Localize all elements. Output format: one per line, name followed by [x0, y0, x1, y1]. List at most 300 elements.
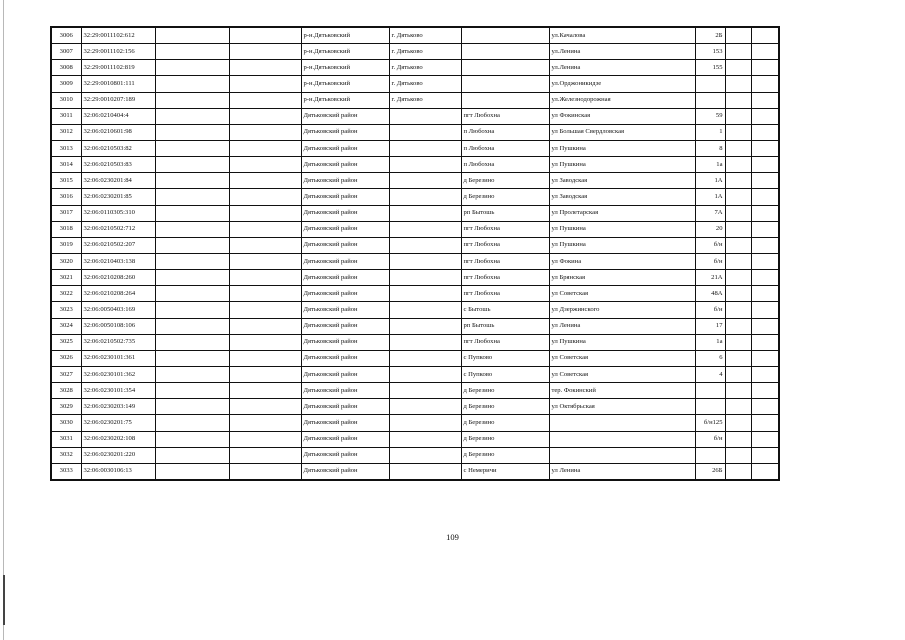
city-cell — [389, 189, 461, 205]
street-cell: ул Советская — [549, 366, 695, 382]
street-cell: ул Пушкина — [549, 334, 695, 350]
empty-cell — [751, 302, 779, 318]
empty-cell — [725, 334, 751, 350]
empty-cell — [155, 124, 229, 140]
empty-cell — [155, 318, 229, 334]
house-number-cell: 20 — [695, 221, 725, 237]
street-cell: ул Октябрьская — [549, 399, 695, 415]
row-number-cell: 3011 — [51, 108, 81, 124]
empty-cell — [751, 463, 779, 480]
cadastral-number-cell: 32:06:0210208:260 — [81, 270, 155, 286]
cadastral-number-cell: 32:06:0050108:106 — [81, 318, 155, 334]
row-number-cell: 3008 — [51, 60, 81, 76]
house-number-cell — [695, 447, 725, 463]
cadastral-number-cell: 32:06:0230201:84 — [81, 173, 155, 189]
empty-cell — [751, 399, 779, 415]
table-row — [51, 253, 779, 269]
row-number-cell: 3030 — [51, 415, 81, 431]
city-cell: г. Дятьково — [389, 60, 461, 76]
house-number-cell — [695, 92, 725, 108]
street-cell: ул Советская — [549, 350, 695, 366]
district-cell: Дятьковский район — [301, 383, 389, 399]
table-row — [51, 399, 779, 415]
empty-cell — [229, 124, 301, 140]
empty-cell — [751, 124, 779, 140]
house-number-cell: 17 — [695, 318, 725, 334]
empty-cell — [229, 383, 301, 399]
empty-cell — [155, 463, 229, 480]
district-cell: р-н.Дятьковский — [301, 27, 389, 44]
district-cell: Дятьковский район — [301, 350, 389, 366]
row-number-cell: 3006 — [51, 27, 81, 44]
empty-cell — [751, 431, 779, 447]
empty-cell — [751, 205, 779, 221]
settlement-cell: пгт Любохна — [461, 221, 549, 237]
district-cell: р-н.Дятьковский — [301, 76, 389, 92]
district-cell: р-н.Дятьковский — [301, 92, 389, 108]
table-row — [51, 366, 779, 382]
street-cell: ул Пушкина — [549, 157, 695, 173]
city-cell — [389, 447, 461, 463]
empty-cell — [725, 92, 751, 108]
street-cell: ул Брянская — [549, 270, 695, 286]
table-row — [51, 173, 779, 189]
empty-cell — [155, 60, 229, 76]
street-cell: ул Пушкина — [549, 237, 695, 253]
district-cell: Дятьковский район — [301, 318, 389, 334]
empty-cell — [725, 157, 751, 173]
row-number-cell: 3019 — [51, 237, 81, 253]
empty-cell — [229, 318, 301, 334]
district-cell: Дятьковский район — [301, 124, 389, 140]
row-number-cell: 3010 — [51, 92, 81, 108]
street-cell — [549, 415, 695, 431]
empty-cell — [229, 447, 301, 463]
empty-cell — [155, 366, 229, 382]
street-cell: ул Фокина — [549, 253, 695, 269]
settlement-cell — [461, 76, 549, 92]
empty-cell — [155, 76, 229, 92]
street-cell — [549, 447, 695, 463]
street-cell: ул Большая Свердловская — [549, 124, 695, 140]
house-number-cell: 7А — [695, 205, 725, 221]
city-cell — [389, 463, 461, 480]
house-number-cell: 6 — [695, 350, 725, 366]
house-number-cell: 48А — [695, 286, 725, 302]
empty-cell — [725, 140, 751, 156]
cadastral-number-cell: 32:06:0030106:13 — [81, 463, 155, 480]
empty-cell — [155, 383, 229, 399]
city-cell — [389, 334, 461, 350]
cadastral-number-cell: 32:29:0011102:819 — [81, 60, 155, 76]
empty-cell — [229, 173, 301, 189]
cadastral-number-cell: 32:29:0011102:156 — [81, 44, 155, 60]
house-number-cell — [695, 76, 725, 92]
empty-cell — [155, 108, 229, 124]
empty-cell — [751, 334, 779, 350]
empty-cell — [229, 237, 301, 253]
empty-cell — [725, 270, 751, 286]
settlement-cell: с Пупково — [461, 350, 549, 366]
empty-cell — [155, 140, 229, 156]
table-row — [51, 108, 779, 124]
house-number-cell: 21А — [695, 270, 725, 286]
empty-cell — [155, 286, 229, 302]
cadastral-number-cell: 32:06:0210503:82 — [81, 140, 155, 156]
settlement-cell: пгт Любохна — [461, 334, 549, 350]
district-cell: Дятьковский район — [301, 253, 389, 269]
empty-cell — [229, 253, 301, 269]
cadastral-number-cell: 32:06:0230101:362 — [81, 366, 155, 382]
page-edge-mark — [3, 575, 5, 625]
empty-cell — [751, 60, 779, 76]
district-cell: Дятьковский район — [301, 366, 389, 382]
settlement-cell: д Березино — [461, 399, 549, 415]
empty-cell — [751, 318, 779, 334]
settlement-cell: п Любохна — [461, 124, 549, 140]
page-edge-line — [3, 0, 4, 640]
empty-cell — [725, 253, 751, 269]
row-number-cell: 3013 — [51, 140, 81, 156]
street-cell — [549, 431, 695, 447]
empty-cell — [751, 286, 779, 302]
empty-cell — [155, 173, 229, 189]
empty-cell — [725, 383, 751, 399]
city-cell — [389, 157, 461, 173]
district-cell: Дятьковский район — [301, 205, 389, 221]
city-cell — [389, 286, 461, 302]
empty-cell — [229, 399, 301, 415]
house-number-cell: 1 — [695, 124, 725, 140]
cadastral-number-cell: 32:06:0050403:169 — [81, 302, 155, 318]
cadastral-number-cell: 32:06:0210208:264 — [81, 286, 155, 302]
empty-cell — [229, 415, 301, 431]
table-row — [51, 76, 779, 92]
cadastral-number-cell: 32:06:0230203:149 — [81, 399, 155, 415]
settlement-cell: пгт Любохна — [461, 108, 549, 124]
cadastral-number-cell: 32:06:0210601:98 — [81, 124, 155, 140]
city-cell — [389, 302, 461, 318]
settlement-cell: с Бытошь — [461, 302, 549, 318]
city-cell: г. Дятьково — [389, 44, 461, 60]
cadastral-number-cell: 32:06:0210502:207 — [81, 237, 155, 253]
cadastral-number-cell: 32:06:0230101:361 — [81, 350, 155, 366]
house-number-cell: 1А — [695, 173, 725, 189]
district-cell: Дятьковский район — [301, 302, 389, 318]
settlement-cell: д Березино — [461, 415, 549, 431]
district-cell: Дятьковский район — [301, 157, 389, 173]
empty-cell — [725, 173, 751, 189]
row-number-cell: 3012 — [51, 124, 81, 140]
empty-cell — [725, 205, 751, 221]
house-number-cell: 8 — [695, 140, 725, 156]
district-cell: Дятьковский район — [301, 431, 389, 447]
cadastral-number-cell: 32:06:0230101:354 — [81, 383, 155, 399]
cadastral-number-cell: 32:06:0230201:85 — [81, 189, 155, 205]
empty-cell — [229, 157, 301, 173]
row-number-cell: 3033 — [51, 463, 81, 480]
settlement-cell — [461, 27, 549, 44]
empty-cell — [751, 92, 779, 108]
table-row — [51, 447, 779, 463]
house-number-cell: 1а — [695, 157, 725, 173]
city-cell — [389, 318, 461, 334]
settlement-cell — [461, 92, 549, 108]
empty-cell — [229, 108, 301, 124]
table-row — [51, 221, 779, 237]
table-row — [51, 60, 779, 76]
row-number-cell: 3015 — [51, 173, 81, 189]
street-cell: ул Ленина — [549, 463, 695, 480]
house-number-cell: б/н — [695, 302, 725, 318]
empty-cell — [155, 431, 229, 447]
row-number-cell: 3018 — [51, 221, 81, 237]
street-cell: ул Заводская — [549, 189, 695, 205]
street-cell: ул Пушкина — [549, 140, 695, 156]
empty-cell — [229, 27, 301, 44]
settlement-cell: д Березино — [461, 173, 549, 189]
city-cell — [389, 383, 461, 399]
street-cell: ул Дзержинского — [549, 302, 695, 318]
settlement-cell: пгт Любохна — [461, 237, 549, 253]
settlement-cell: пгт Любохна — [461, 286, 549, 302]
table-row — [51, 124, 779, 140]
table-row — [51, 27, 779, 44]
empty-cell — [751, 27, 779, 44]
settlement-cell: п Любохна — [461, 157, 549, 173]
empty-cell — [751, 253, 779, 269]
city-cell — [389, 415, 461, 431]
empty-cell — [155, 27, 229, 44]
row-number-cell: 3009 — [51, 76, 81, 92]
city-cell — [389, 399, 461, 415]
city-cell — [389, 253, 461, 269]
row-number-cell: 3024 — [51, 318, 81, 334]
empty-cell — [155, 447, 229, 463]
cadastral-number-cell: 32:06:0210403:138 — [81, 253, 155, 269]
table-row — [51, 350, 779, 366]
house-number-cell: 2Б — [695, 27, 725, 44]
empty-cell — [725, 60, 751, 76]
table-row — [51, 415, 779, 431]
city-cell — [389, 431, 461, 447]
table-row — [51, 157, 779, 173]
table-row — [51, 270, 779, 286]
district-cell: Дятьковский район — [301, 286, 389, 302]
house-number-cell: б/н125 — [695, 415, 725, 431]
row-number-cell: 3007 — [51, 44, 81, 60]
district-cell: Дятьковский район — [301, 334, 389, 350]
house-number-cell — [695, 399, 725, 415]
empty-cell — [751, 108, 779, 124]
city-cell — [389, 108, 461, 124]
empty-cell — [229, 60, 301, 76]
cadastral-number-cell: 32:06:0210502:712 — [81, 221, 155, 237]
empty-cell — [751, 270, 779, 286]
empty-cell — [725, 318, 751, 334]
city-cell: г. Дятьково — [389, 27, 461, 44]
house-number-cell: 26Б — [695, 463, 725, 480]
empty-cell — [155, 44, 229, 60]
settlement-cell: пгт Любохна — [461, 270, 549, 286]
empty-cell — [229, 350, 301, 366]
empty-cell — [751, 383, 779, 399]
city-cell — [389, 350, 461, 366]
empty-cell — [751, 447, 779, 463]
empty-cell — [229, 92, 301, 108]
house-number-cell: 1а — [695, 334, 725, 350]
empty-cell — [751, 173, 779, 189]
empty-cell — [725, 108, 751, 124]
row-number-cell: 3025 — [51, 334, 81, 350]
table-row — [51, 189, 779, 205]
empty-cell — [725, 350, 751, 366]
settlement-cell: рп Бытошь — [461, 205, 549, 221]
empty-cell — [155, 253, 229, 269]
street-cell: ул.Ленина — [549, 44, 695, 60]
house-number-cell: 59 — [695, 108, 725, 124]
empty-cell — [155, 157, 229, 173]
empty-cell — [725, 237, 751, 253]
empty-cell — [229, 302, 301, 318]
house-number-cell: 153 — [695, 44, 725, 60]
street-cell: ул Пушкина — [549, 221, 695, 237]
row-number-cell: 3023 — [51, 302, 81, 318]
empty-cell — [155, 399, 229, 415]
street-cell: ул Ленина — [549, 318, 695, 334]
empty-cell — [725, 415, 751, 431]
row-number-cell: 3021 — [51, 270, 81, 286]
settlement-cell: д Березино — [461, 431, 549, 447]
empty-cell — [229, 334, 301, 350]
district-cell: р-н.Дятьковский — [301, 60, 389, 76]
district-cell: Дятьковский район — [301, 237, 389, 253]
table-row — [51, 44, 779, 60]
row-number-cell: 3026 — [51, 350, 81, 366]
empty-cell — [725, 399, 751, 415]
street-cell: ул Заводская — [549, 173, 695, 189]
empty-cell — [751, 237, 779, 253]
table-body — [51, 27, 779, 480]
row-number-cell: 3027 — [51, 366, 81, 382]
city-cell — [389, 221, 461, 237]
empty-cell — [229, 431, 301, 447]
district-cell: Дятьковский район — [301, 270, 389, 286]
city-cell — [389, 205, 461, 221]
row-number-cell: 3022 — [51, 286, 81, 302]
empty-cell — [751, 76, 779, 92]
house-number-cell: б/н — [695, 237, 725, 253]
house-number-cell: б/н — [695, 253, 725, 269]
district-cell: Дятьковский район — [301, 399, 389, 415]
city-cell — [389, 270, 461, 286]
settlement-cell: с Немеричи — [461, 463, 549, 480]
empty-cell — [725, 189, 751, 205]
row-number-cell: 3028 — [51, 383, 81, 399]
empty-cell — [229, 221, 301, 237]
settlement-cell: п Любохна — [461, 140, 549, 156]
cadastral-number-cell: 32:06:0210404:4 — [81, 108, 155, 124]
city-cell — [389, 124, 461, 140]
empty-cell — [725, 463, 751, 480]
settlement-cell: с Пупково — [461, 366, 549, 382]
house-number-cell: 1А — [695, 189, 725, 205]
settlement-cell: рп Бытошь — [461, 318, 549, 334]
street-cell: ул Пролетарская — [549, 205, 695, 221]
district-cell: Дятьковский район — [301, 108, 389, 124]
cadastral-number-cell: 32:06:0230201:75 — [81, 415, 155, 431]
table-row — [51, 286, 779, 302]
settlement-cell: д Березино — [461, 383, 549, 399]
empty-cell — [725, 286, 751, 302]
table-row — [51, 431, 779, 447]
empty-cell — [229, 76, 301, 92]
row-number-cell: 3031 — [51, 431, 81, 447]
district-cell: Дятьковский район — [301, 463, 389, 480]
empty-cell — [155, 334, 229, 350]
empty-cell — [725, 27, 751, 44]
district-cell: Дятьковский район — [301, 415, 389, 431]
row-number-cell: 3029 — [51, 399, 81, 415]
empty-cell — [155, 350, 229, 366]
empty-cell — [155, 270, 229, 286]
row-number-cell: 3017 — [51, 205, 81, 221]
cadastral-number-cell: 32:29:0010207:189 — [81, 92, 155, 108]
table-row — [51, 302, 779, 318]
empty-cell — [155, 415, 229, 431]
settlement-cell — [461, 60, 549, 76]
city-cell: г. Дятьково — [389, 92, 461, 108]
table-row — [51, 318, 779, 334]
district-cell: Дятьковский район — [301, 173, 389, 189]
district-cell: Дятьковский район — [301, 189, 389, 205]
page-number: 109 — [446, 532, 459, 542]
empty-cell — [155, 221, 229, 237]
empty-cell — [155, 302, 229, 318]
empty-cell — [229, 286, 301, 302]
city-cell — [389, 366, 461, 382]
district-cell: Дятьковский район — [301, 140, 389, 156]
street-cell: ул.Качалова — [549, 27, 695, 44]
city-cell — [389, 173, 461, 189]
row-number-cell: 3016 — [51, 189, 81, 205]
table-row — [51, 334, 779, 350]
empty-cell — [725, 366, 751, 382]
table-row — [51, 383, 779, 399]
row-number-cell: 3014 — [51, 157, 81, 173]
table-row — [51, 205, 779, 221]
cadastral-number-cell: 32:29:0010801:111 — [81, 76, 155, 92]
cadastral-number-cell: 32:06:0110305:310 — [81, 205, 155, 221]
empty-cell — [229, 366, 301, 382]
house-number-cell: 4 — [695, 366, 725, 382]
cadastral-number-cell: 32:29:0011102:612 — [81, 27, 155, 44]
empty-cell — [751, 44, 779, 60]
empty-cell — [725, 76, 751, 92]
cadastral-number-cell: 32:06:0230201:220 — [81, 447, 155, 463]
city-cell — [389, 140, 461, 156]
empty-cell — [751, 189, 779, 205]
house-number-cell — [695, 383, 725, 399]
empty-cell — [229, 463, 301, 480]
settlement-cell: д Березино — [461, 189, 549, 205]
empty-cell — [155, 205, 229, 221]
empty-cell — [155, 189, 229, 205]
cadastral-number-cell: 32:06:0210503:83 — [81, 157, 155, 173]
table-row — [51, 140, 779, 156]
house-number-cell: 155 — [695, 60, 725, 76]
empty-cell — [229, 189, 301, 205]
